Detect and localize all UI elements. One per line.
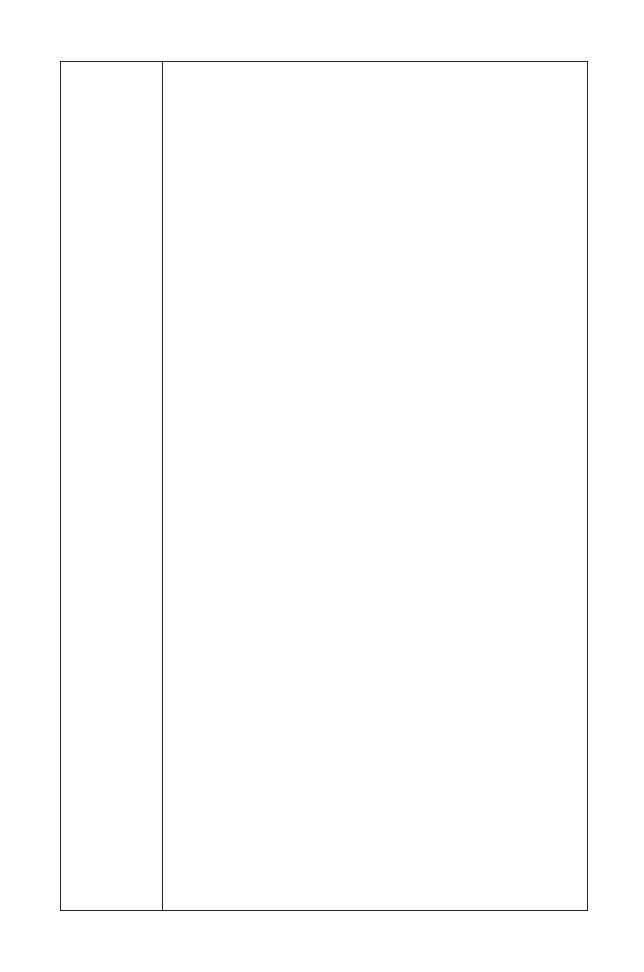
column-divider bbox=[162, 62, 163, 910]
authority-table bbox=[60, 61, 588, 911]
